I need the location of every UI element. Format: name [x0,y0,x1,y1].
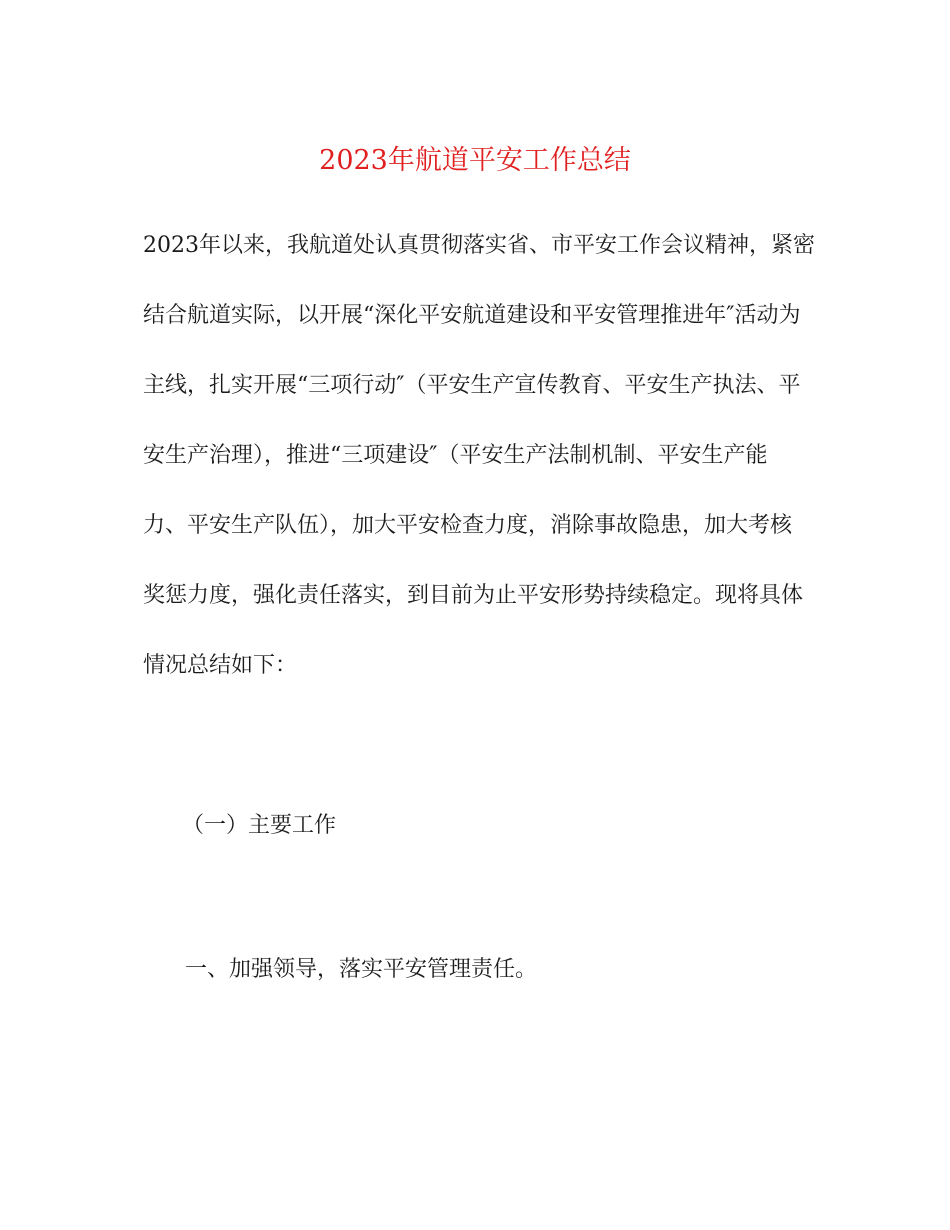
intro-line: 主线，扎实开展“三项行动″（平安生产宣传教育、平安生产执法、平 [143,373,801,398]
intro-paragraph [143,224,813,714]
intro-line: 结合航道实际，以开展“深化平安航道建设和平安管理推进年″活动为 [143,303,801,328]
document-title: 2023年航道平安工作总结 [319,145,631,176]
intro-line: 奖惩力度，强化责任落实，到目前为止平安形势持续稳定。现将具体 [143,583,804,608]
intro-line: 安生产治理），推进“三项建设″（平安生产法制机制、平安生产能 [143,443,768,468]
section-heading: （一）主要工作 [182,813,337,838]
subsection-heading: 一、加强领导，落实平安管理责任。 [185,957,538,982]
intro-line: 2023年以来，我航道处认真贯彻落实省、市平安工作会议精神，紧密 [143,233,815,258]
intro-line: 情况总结如下： [143,653,298,678]
intro-line: 力、平安生产队伍），加大平安检查力度，消除事故隐患，加大考核 [143,513,793,538]
